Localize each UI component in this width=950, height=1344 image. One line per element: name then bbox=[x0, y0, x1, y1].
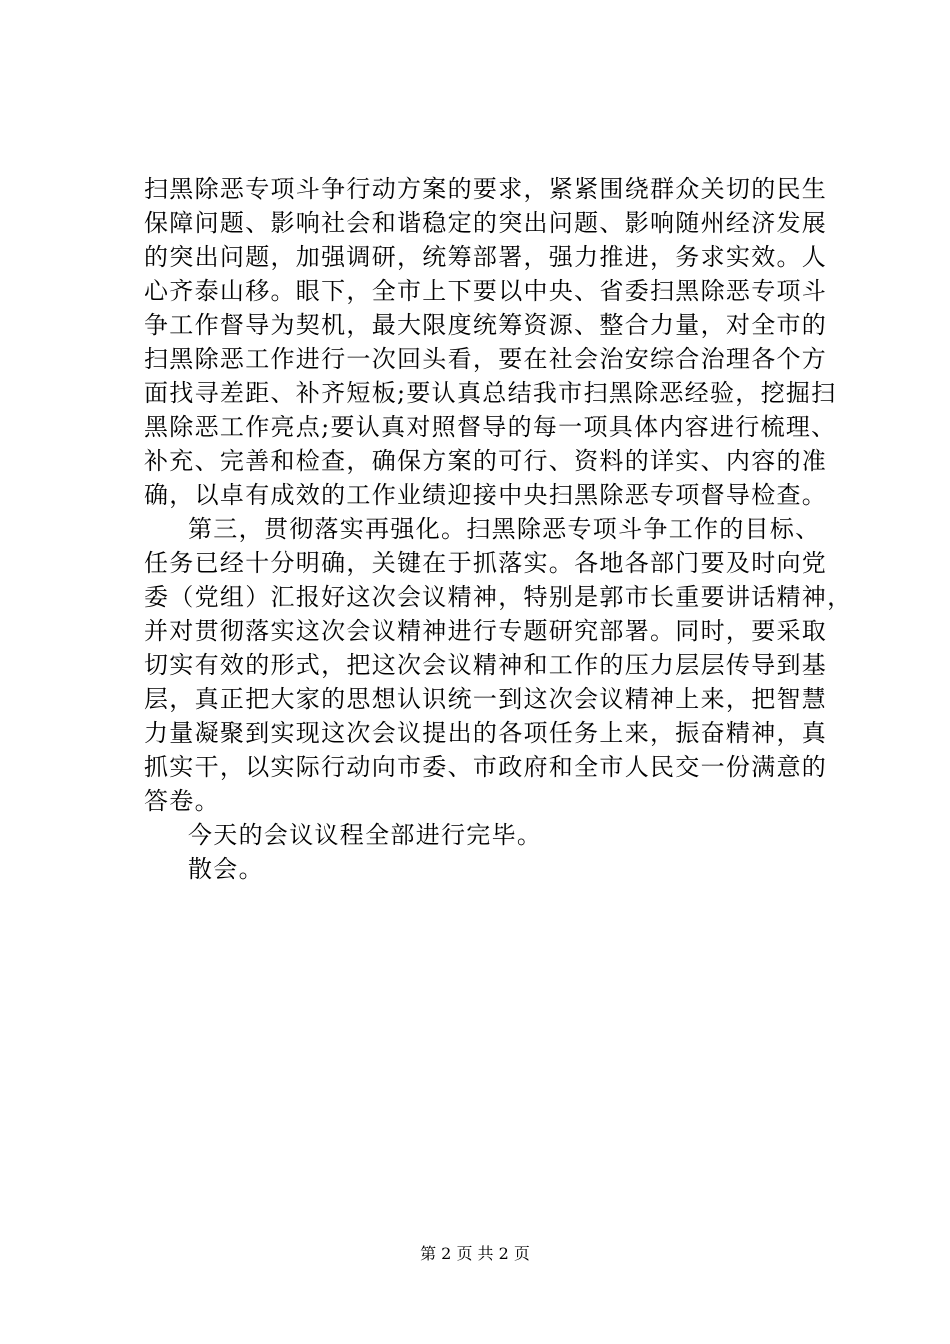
text-line: 面找寻差距、补齐短板;要认真总结我市扫黑除恶经验，挖掘扫 bbox=[144, 379, 837, 407]
text-line: 的突出问题，加强调研，统筹部署，强力推进，务求实效。人 bbox=[144, 243, 828, 271]
text-line: 扫黑除恶工作进行一次回头看，要在社会治安综合治理各个方 bbox=[144, 345, 828, 373]
page-footer: 第 2 页 共 2 页 bbox=[420, 1244, 530, 1263]
text-line: 委（党组）汇报好这次会议精神，特别是郭市长重要讲话精神， bbox=[144, 583, 853, 611]
text-line: 任务已经十分明确，关键在于抓落实。各地各部门要及时向党 bbox=[144, 549, 828, 577]
text-line: 保障问题、影响社会和谐稳定的突出问题、影响随州经济发展 bbox=[144, 209, 828, 237]
text-line: 抓实干，以实际行动向市委、市政府和全市人民交一份满意的 bbox=[144, 753, 828, 781]
text-line: 切实有效的形式，把这次会议精神和工作的压力层层传导到基 bbox=[144, 651, 828, 679]
text-line: 扫黑除恶专项斗争行动方案的要求，紧紧围绕群众关切的民生 bbox=[144, 175, 828, 203]
paragraph-start-line: 今天的会议议程全部进行完毕。 bbox=[188, 821, 543, 849]
paragraph-start-line: 散会。 bbox=[188, 855, 264, 883]
text-line: 层，真正把大家的思想认识统一到这次会议精神上来，把智慧 bbox=[144, 685, 828, 713]
text-line: 黑除恶工作亮点;要认真对照督导的每一项具体内容进行梳理、 bbox=[144, 413, 837, 441]
text-line: 力量凝聚到实现这次会议提出的各项任务上来，振奋精神，真 bbox=[144, 719, 828, 747]
text-line: 并对贯彻落实这次会议精神进行专题研究部署。同时，要采取 bbox=[144, 617, 828, 645]
text-line: 答卷。 bbox=[144, 787, 220, 815]
text-line: 心齐泰山移。眼下，全市上下要以中央、省委扫黑除恶专项斗 bbox=[144, 277, 828, 305]
document-body bbox=[144, 172, 853, 886]
text-line: 补充、完善和检查，确保方案的可行、资料的详实、内容的准 bbox=[144, 447, 828, 475]
text-line: 确，以卓有成效的工作业绩迎接中央扫黑除恶专项督导检查。 bbox=[144, 481, 828, 509]
paragraph-start-line: 第三，贯彻落实再强化。扫黑除恶专项斗争工作的目标、 bbox=[188, 515, 821, 543]
text-line: 争工作督导为契机，最大限度统筹资源、整合力量，对全市的 bbox=[144, 311, 828, 339]
